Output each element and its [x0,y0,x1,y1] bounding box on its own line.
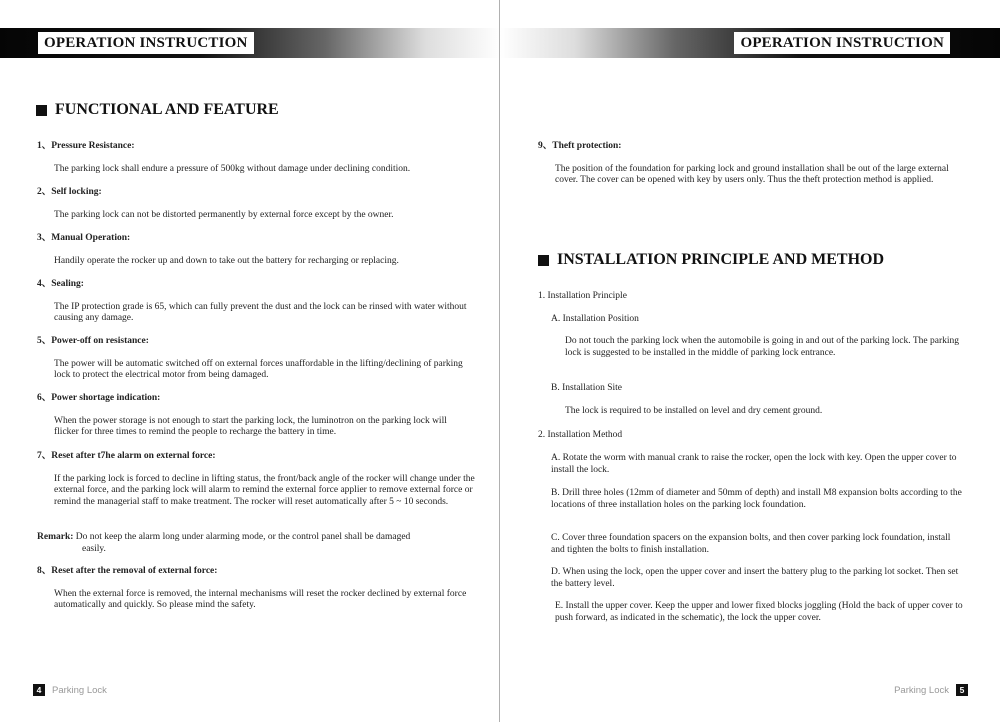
principle-b-title: B. Installation Site [551,383,622,393]
feature-item-9 [538,141,966,187]
method-step-e: E. Install the upper cover. Keep the upper and lower fixed blocks joggling (Hold the back of upper cover to push forward, as indicated in the schematic), the lock the upper cover. [555,601,963,623]
feature-title: 2、Self locking: [37,187,102,197]
feature-title: 4、Sealing: [37,279,84,289]
header-bar [500,28,1000,58]
footer-right [894,684,968,696]
remark-text: Do not keep the alarm long under alarming mode, or the control panel shall be damaged [75,532,411,542]
feature-body: When the external force is removed, the internal mechanisms will reset the rocker declined by external force automatically and quickly. So please mind the safety. [54,588,467,610]
feature-item-4 [37,279,467,325]
feature-title: 1、Pressure Resistance: [37,141,135,151]
principle-a-body: Do not touch the parking lock when the automobile is going in and out of the parking lock. The parking lock is suggested to be installed in the middle of parking lock entrance. [565,336,959,358]
feature-body: Handily operate the rocker up and down to take out the battery for recharging or replacing. [54,255,399,266]
feature-body: The parking lock shall endure a pressure of 500kg without damage under declining condition. [54,163,411,174]
feature-item-7 [37,451,477,508]
section-title-installation: INSTALLATION PRINCIPLE AND METHOD [538,251,884,269]
remark [37,532,477,555]
principle-b-body: The lock is required to be installed on level and dry cement ground. [565,406,823,416]
method-step-b: B. Drill three holes (12mm of diameter and 50mm of depth) and install M8 expansion bolts according to the locations of three installation holes on the parking lock foundation. [551,488,962,510]
feature-title: 8、Reset after the removal of external force: [37,566,218,576]
footer-label: Parking Lock [52,684,107,696]
method-step-d: D. When using the lock, open the upper cover and insert the battery plug to the parking lot socket. Then set the battery level. [551,567,959,589]
header-title: OPERATION INSTRUCTION [38,32,254,54]
feature-body: The parking lock can not be distorted permanently by external force except by the owner. [54,209,394,220]
page-number: 4 [33,684,45,696]
feature-title: 6、Power shortage indication: [37,393,161,403]
square-bullet-icon [36,105,47,116]
feature-title: 7、Reset after t7he alarm on external force: [37,451,216,461]
feature-body: When the power storage is not enough to start the parking lock, the luminotron on the parking lock will flicker for three times to remind the people to recharge the battery in time. [54,415,447,437]
feature-title: 3、Manual Operation: [37,233,131,243]
feature-body: The power will be automatic switched off on external forces unaffordable in the lifting/declining of parking lock to protect the electrical motor from being damaged. [54,358,463,380]
feature-item-3 [37,233,467,267]
footer-label: Parking Lock [894,684,949,696]
section-title-functional: FUNCTIONAL AND FEATURE [36,101,279,119]
method-step-c: C. Cover three foundation spacers on the expansion bolts, and then cover parking lock foundation, install and tighten the bolts to finish installation. [551,533,951,555]
method-step-a: A. Rotate the worm with manual crank to raise the rocker, open the lock with key. Open the upper cover to install the lock. [551,453,957,475]
feature-item-5 [37,336,467,382]
feature-item-6 [37,393,467,439]
method-title: 2. Installation Method [538,430,623,440]
feature-body: The position of the foundation for parking lock and ground installation shall be out of the large external cover. The cover can be opened with key by users only. Thus the theft protection method is applied. [555,163,949,185]
footer-left [33,684,107,696]
feature-item-1 [37,141,467,175]
square-bullet-icon [538,255,549,266]
right-page [500,0,1000,722]
feature-body: The IP protection grade is 65, which can fully prevent the dust and the lock can be rinsed with water without causing any damage. [54,301,467,323]
page-number: 5 [956,684,968,696]
feature-title: 5、Power-off on resistance: [37,336,149,346]
principle-a-title: A. Installation Position [551,314,639,324]
remark-text-cont: easily. [82,543,106,554]
header-bar [0,28,500,58]
feature-item-8 [37,566,467,612]
remark-label: Remark: [37,532,74,542]
feature-title: 9、Theft protection: [538,141,622,151]
header-title: OPERATION INSTRUCTION [734,32,950,54]
principle-title: 1. Installation Principle [538,291,627,301]
feature-item-2 [37,187,467,221]
feature-body: If the parking lock is forced to decline in lifting status, the front/back angle of the rocker will change under the external force, and the parking lock will alarm to remind the external force applier to remove external force or remind the managerial staff to make treatment. The rocker will reset automatically after 5 ~ 10 seconds. [54,473,475,507]
